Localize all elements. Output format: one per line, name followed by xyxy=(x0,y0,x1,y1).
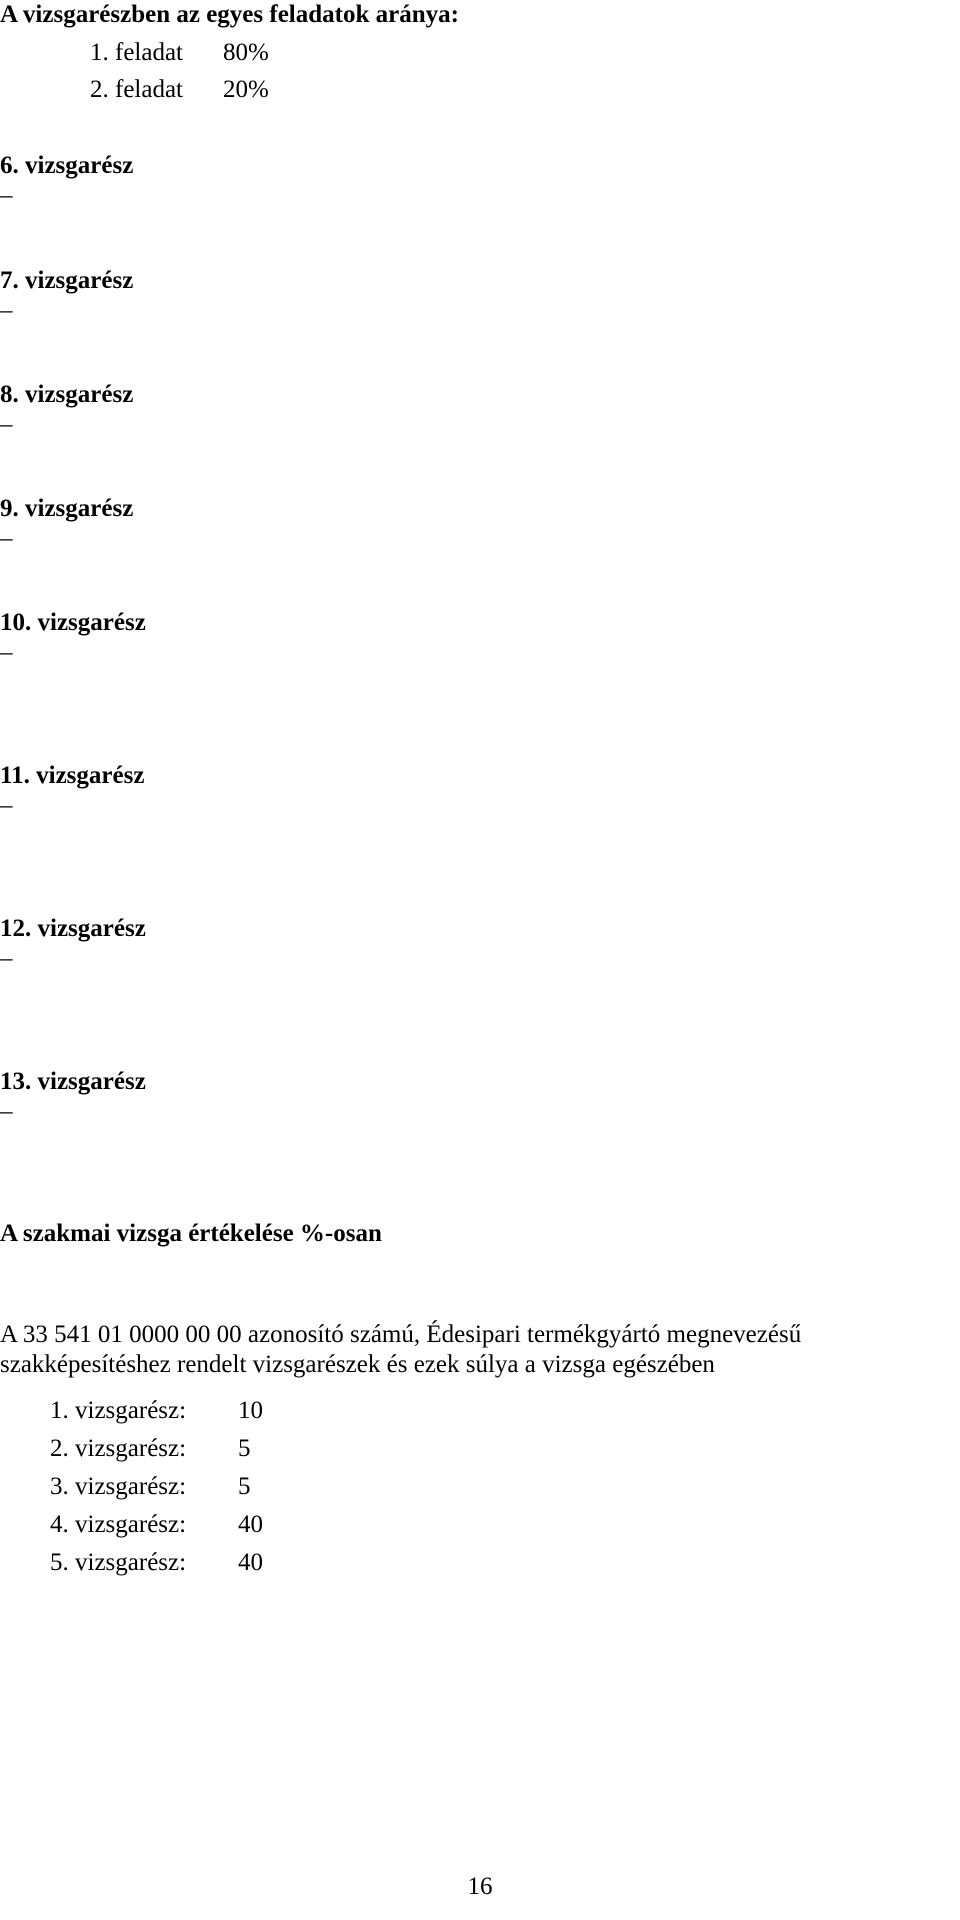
ratio-title: A vizsgarészben az egyes feladatok aránya: xyxy=(0,1,459,28)
exam-part-8 xyxy=(0,380,133,440)
weight-label: 2. vizsgarész: xyxy=(50,1435,187,1462)
evaluation-intro-line: A 33 541 01 0000 00 00 azonosító számú, Édesipari termékgyártó megnevezésű xyxy=(0,1321,802,1348)
exam-part-title: 6. vizsgarész xyxy=(0,152,134,179)
ratio-row xyxy=(90,38,269,68)
weight-label: 3. vizsgarész: xyxy=(50,1473,187,1500)
exam-part-dash: – xyxy=(0,182,13,209)
exam-part-dash: – xyxy=(0,639,13,666)
exam-part-dash: – xyxy=(0,411,13,438)
weight-label: 4. vizsgarész: xyxy=(50,1511,187,1538)
weight-value: 10 xyxy=(238,1397,263,1424)
exam-part-title: 12. vizsgarész xyxy=(0,915,146,942)
weight-row xyxy=(50,1434,251,1464)
exam-part-title: 7. vizsgarész xyxy=(0,267,134,294)
exam-part-11 xyxy=(0,761,144,821)
weight-value: 5 xyxy=(238,1473,251,1500)
evaluation-intro xyxy=(0,1320,801,1380)
exam-part-12 xyxy=(0,914,146,974)
weight-row xyxy=(50,1472,251,1502)
weight-row xyxy=(50,1548,263,1578)
page-number: 16 xyxy=(467,1873,493,1900)
weight-row xyxy=(50,1510,263,1540)
weight-value: 40 xyxy=(238,1549,263,1576)
weight-row xyxy=(50,1396,263,1426)
exam-part-9 xyxy=(0,494,133,554)
ratio-row xyxy=(90,75,269,105)
exam-part-title: 13. vizsgarész xyxy=(0,1068,146,1095)
weight-label: 1. vizsgarész: xyxy=(50,1397,187,1424)
exam-part-title: 10. vizsgarész xyxy=(0,609,146,636)
ratio-label: 2. feladat xyxy=(90,76,184,103)
exam-part-dash: – xyxy=(0,1098,13,1125)
exam-part-dash: – xyxy=(0,525,13,552)
exam-part-13 xyxy=(0,1067,146,1127)
exam-part-dash: – xyxy=(0,792,13,819)
ratio-label: 1. feladat xyxy=(90,39,184,66)
exam-part-7 xyxy=(0,266,133,326)
weight-value: 5 xyxy=(238,1435,251,1462)
exam-part-6 xyxy=(0,151,133,211)
exam-part-10 xyxy=(0,608,146,668)
exam-part-title: 9. vizsgarész xyxy=(0,495,134,522)
exam-part-dash: – xyxy=(0,945,13,972)
weight-label: 5. vizsgarész: xyxy=(50,1549,187,1576)
exam-part-dash: – xyxy=(0,297,13,324)
evaluation-title: A szakmai vizsga értékelése %-osan xyxy=(0,1220,382,1247)
evaluation-intro-line: szakképesítéshez rendelt vizsgarészek és ezek súlya a vizsga egészében xyxy=(0,1351,715,1378)
exam-part-title: 11. vizsgarész xyxy=(0,762,145,789)
exam-part-title: 8. vizsgarész xyxy=(0,381,134,408)
weight-value: 40 xyxy=(238,1511,263,1538)
ratio-value: 20% xyxy=(223,76,269,103)
ratio-value: 80% xyxy=(223,39,269,66)
